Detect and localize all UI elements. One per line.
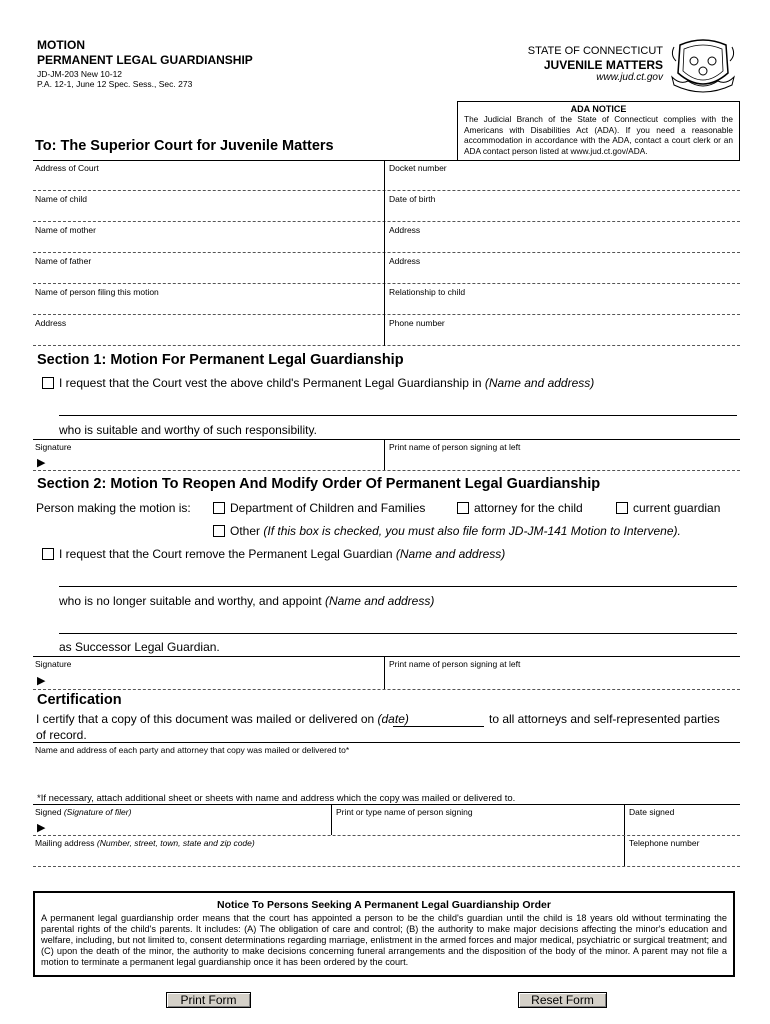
section1-signature-bottom-line — [33, 470, 740, 471]
page-title: To: The Superior Court for Juvenile Matters — [35, 138, 334, 154]
section2-title: Section 2: Motion To Reopen And Modify Order Of Permanent Legal Guardianship — [37, 476, 601, 492]
section1-worthy-text: who is suitable and worthy of such responsibility. — [59, 423, 317, 437]
section1-title: Section 1: Motion For Permanent Legal Guardianship — [37, 352, 404, 368]
name-of-child-field[interactable]: Name of child — [35, 194, 87, 204]
person-making-motion-label: Person making the motion is: — [36, 501, 191, 515]
section2-print-name-field[interactable]: Print name of person signing at left — [389, 659, 521, 669]
certification-text-2: to all attorneys and self-represented parties — [489, 712, 720, 726]
other-checkbox[interactable] — [213, 525, 225, 537]
section1-print-name-field[interactable]: Print name of person signing at left — [389, 442, 521, 452]
footnote: *If necessary, attach additional sheet or sheets with name and address which the copy was mailed or delivered to. — [37, 793, 516, 804]
state-name: STATE OF CONNECTICUT — [527, 45, 663, 57]
notice-box — [33, 891, 735, 977]
print-form-button[interactable]: Print Form — [166, 992, 251, 1008]
section2-signature-field[interactable]: Signature ▶ — [35, 659, 72, 687]
section1-request-checkbox[interactable] — [42, 377, 54, 389]
certification-text: I certify that a copy of this document was mailed or delivered on (date) — [36, 712, 409, 726]
option-other[interactable]: Other (If this box is checked, you must also file form JD-JM-141 Motion to Intervene). — [213, 524, 681, 538]
guardian-checkbox[interactable] — [616, 502, 628, 514]
grid-row-mother — [33, 222, 740, 253]
certification-date-field[interactable] — [393, 726, 484, 727]
reset-form-button[interactable]: Reset Form — [518, 992, 607, 1008]
father-address-field[interactable]: Address — [389, 256, 421, 266]
address-of-court-field[interactable]: Address of Court — [35, 163, 99, 173]
print-type-name-field[interactable]: Print or type name of person signing — [336, 807, 473, 817]
remove-guardian-line[interactable] — [59, 586, 737, 587]
guardian-name-line[interactable] — [59, 415, 737, 416]
grid-row-court — [33, 160, 740, 191]
name-of-father-field[interactable]: Name of father — [35, 256, 92, 266]
court-name: JUVENILE MATTERS — [543, 58, 663, 72]
grid-row-filer-address — [33, 315, 740, 346]
date-signed-field[interactable]: Date signed — [629, 807, 675, 817]
dcf-checkbox[interactable] — [213, 502, 225, 514]
option-guardian[interactable]: current guardian — [616, 501, 720, 515]
section1-request: I request that the Court vest the above child's Permanent Legal Guardianship in (Name and address) — [42, 376, 594, 390]
mailing-bottom-line — [33, 866, 740, 867]
mailing-address-field[interactable]: Mailing address (Number, street, town, state and zip code) — [35, 838, 255, 848]
grid-row-child — [33, 191, 740, 222]
form-title: MOTION — [37, 38, 85, 52]
successor-text: as Successor Legal Guardian. — [59, 640, 220, 654]
arrow-icon: ▶ — [37, 822, 46, 834]
section2-signature-bottom-line — [33, 689, 740, 690]
ada-notice-text: The Judicial Branch of the State of Connecticut complies with the Americans with Disabilities Act (ADA). If you need a reasonable accommodation in accordance with the ADA, contact a court clerk or an ADA contact person listed at www.jud.ct.gov/ADA. — [464, 114, 733, 156]
successor-guardian-line[interactable] — [59, 633, 737, 634]
form-number: JD-JM-203 New 10-12 — [37, 69, 123, 79]
parties-field[interactable]: Name and address of each party and attorney that copy was mailed or delivered to* — [35, 745, 350, 755]
statute-reference: P.A. 12-1, June 12 Spec. Sess., Sec. 273 — [37, 79, 193, 89]
signed-field[interactable]: Signed (Signature of filer) ▶ — [35, 807, 132, 834]
filer-address-field[interactable]: Address — [35, 318, 67, 328]
name-of-mother-field[interactable]: Name of mother — [35, 225, 96, 235]
telephone-field[interactable]: Telephone number — [629, 838, 700, 848]
option-attorney[interactable]: attorney for the child — [457, 501, 583, 515]
ada-notice — [457, 101, 740, 161]
grid-row-filer — [33, 284, 740, 315]
option-dcf[interactable]: Department of Children and Families — [213, 501, 425, 515]
arrow-icon: ▶ — [37, 457, 46, 469]
certification-text-3: of record. — [36, 728, 87, 742]
website: www.jud.ct.gov — [596, 72, 663, 83]
filer-name-field[interactable]: Name of person filing this motion — [35, 287, 159, 297]
section2-request-checkbox[interactable] — [42, 548, 54, 560]
no-longer-text: who is no longer suitable and worthy, and appoint (Name and address) — [59, 594, 435, 608]
date-of-birth-field[interactable]: Date of birth — [389, 194, 436, 204]
phone-number-field[interactable]: Phone number — [389, 318, 445, 328]
certification-title: Certification — [37, 692, 122, 708]
grid-row-father — [33, 253, 740, 284]
ada-notice-title: ADA NOTICE — [570, 104, 627, 114]
arrow-icon: ▶ — [37, 675, 46, 687]
section1-signature-field[interactable]: Signature ▶ — [35, 442, 72, 469]
notice-title: Notice To Persons Seeking A Permanent Legal Guardianship Order — [217, 899, 551, 911]
attorney-checkbox[interactable] — [457, 502, 469, 514]
docket-number-field[interactable]: Docket number — [389, 163, 447, 173]
notice-text: A permanent legal guardianship order means that the court has appointed a person to be the child's guardian until the child is 18 years old without terminating the parental rights of the child's parents. It includes: (A) The obligation of care and control; (B) the authority to make major decisions affecting the minor's education and welfare, including, but not limited to, consent determinations regarding marriage, enlistment in the armed forces and major medical, psychiatric or surgical treatment; and (C) upon the death of the minor, the authority to make decisions concerning funeral arrangements and the disposition of the body of the minor. A parent may not file a motion to terminate a permanent legal guardianship once it has been ordered by the court. — [41, 913, 727, 967]
form-subtitle: PERMANENT LEGAL GUARDIANSHIP — [37, 53, 253, 67]
mother-address-field[interactable]: Address — [389, 225, 421, 235]
section2-request: I request that the Court remove the Permanent Legal Guardian (Name and address) — [42, 547, 505, 561]
state-seal-icon — [668, 37, 738, 95]
relationship-field[interactable]: Relationship to child — [389, 287, 466, 297]
